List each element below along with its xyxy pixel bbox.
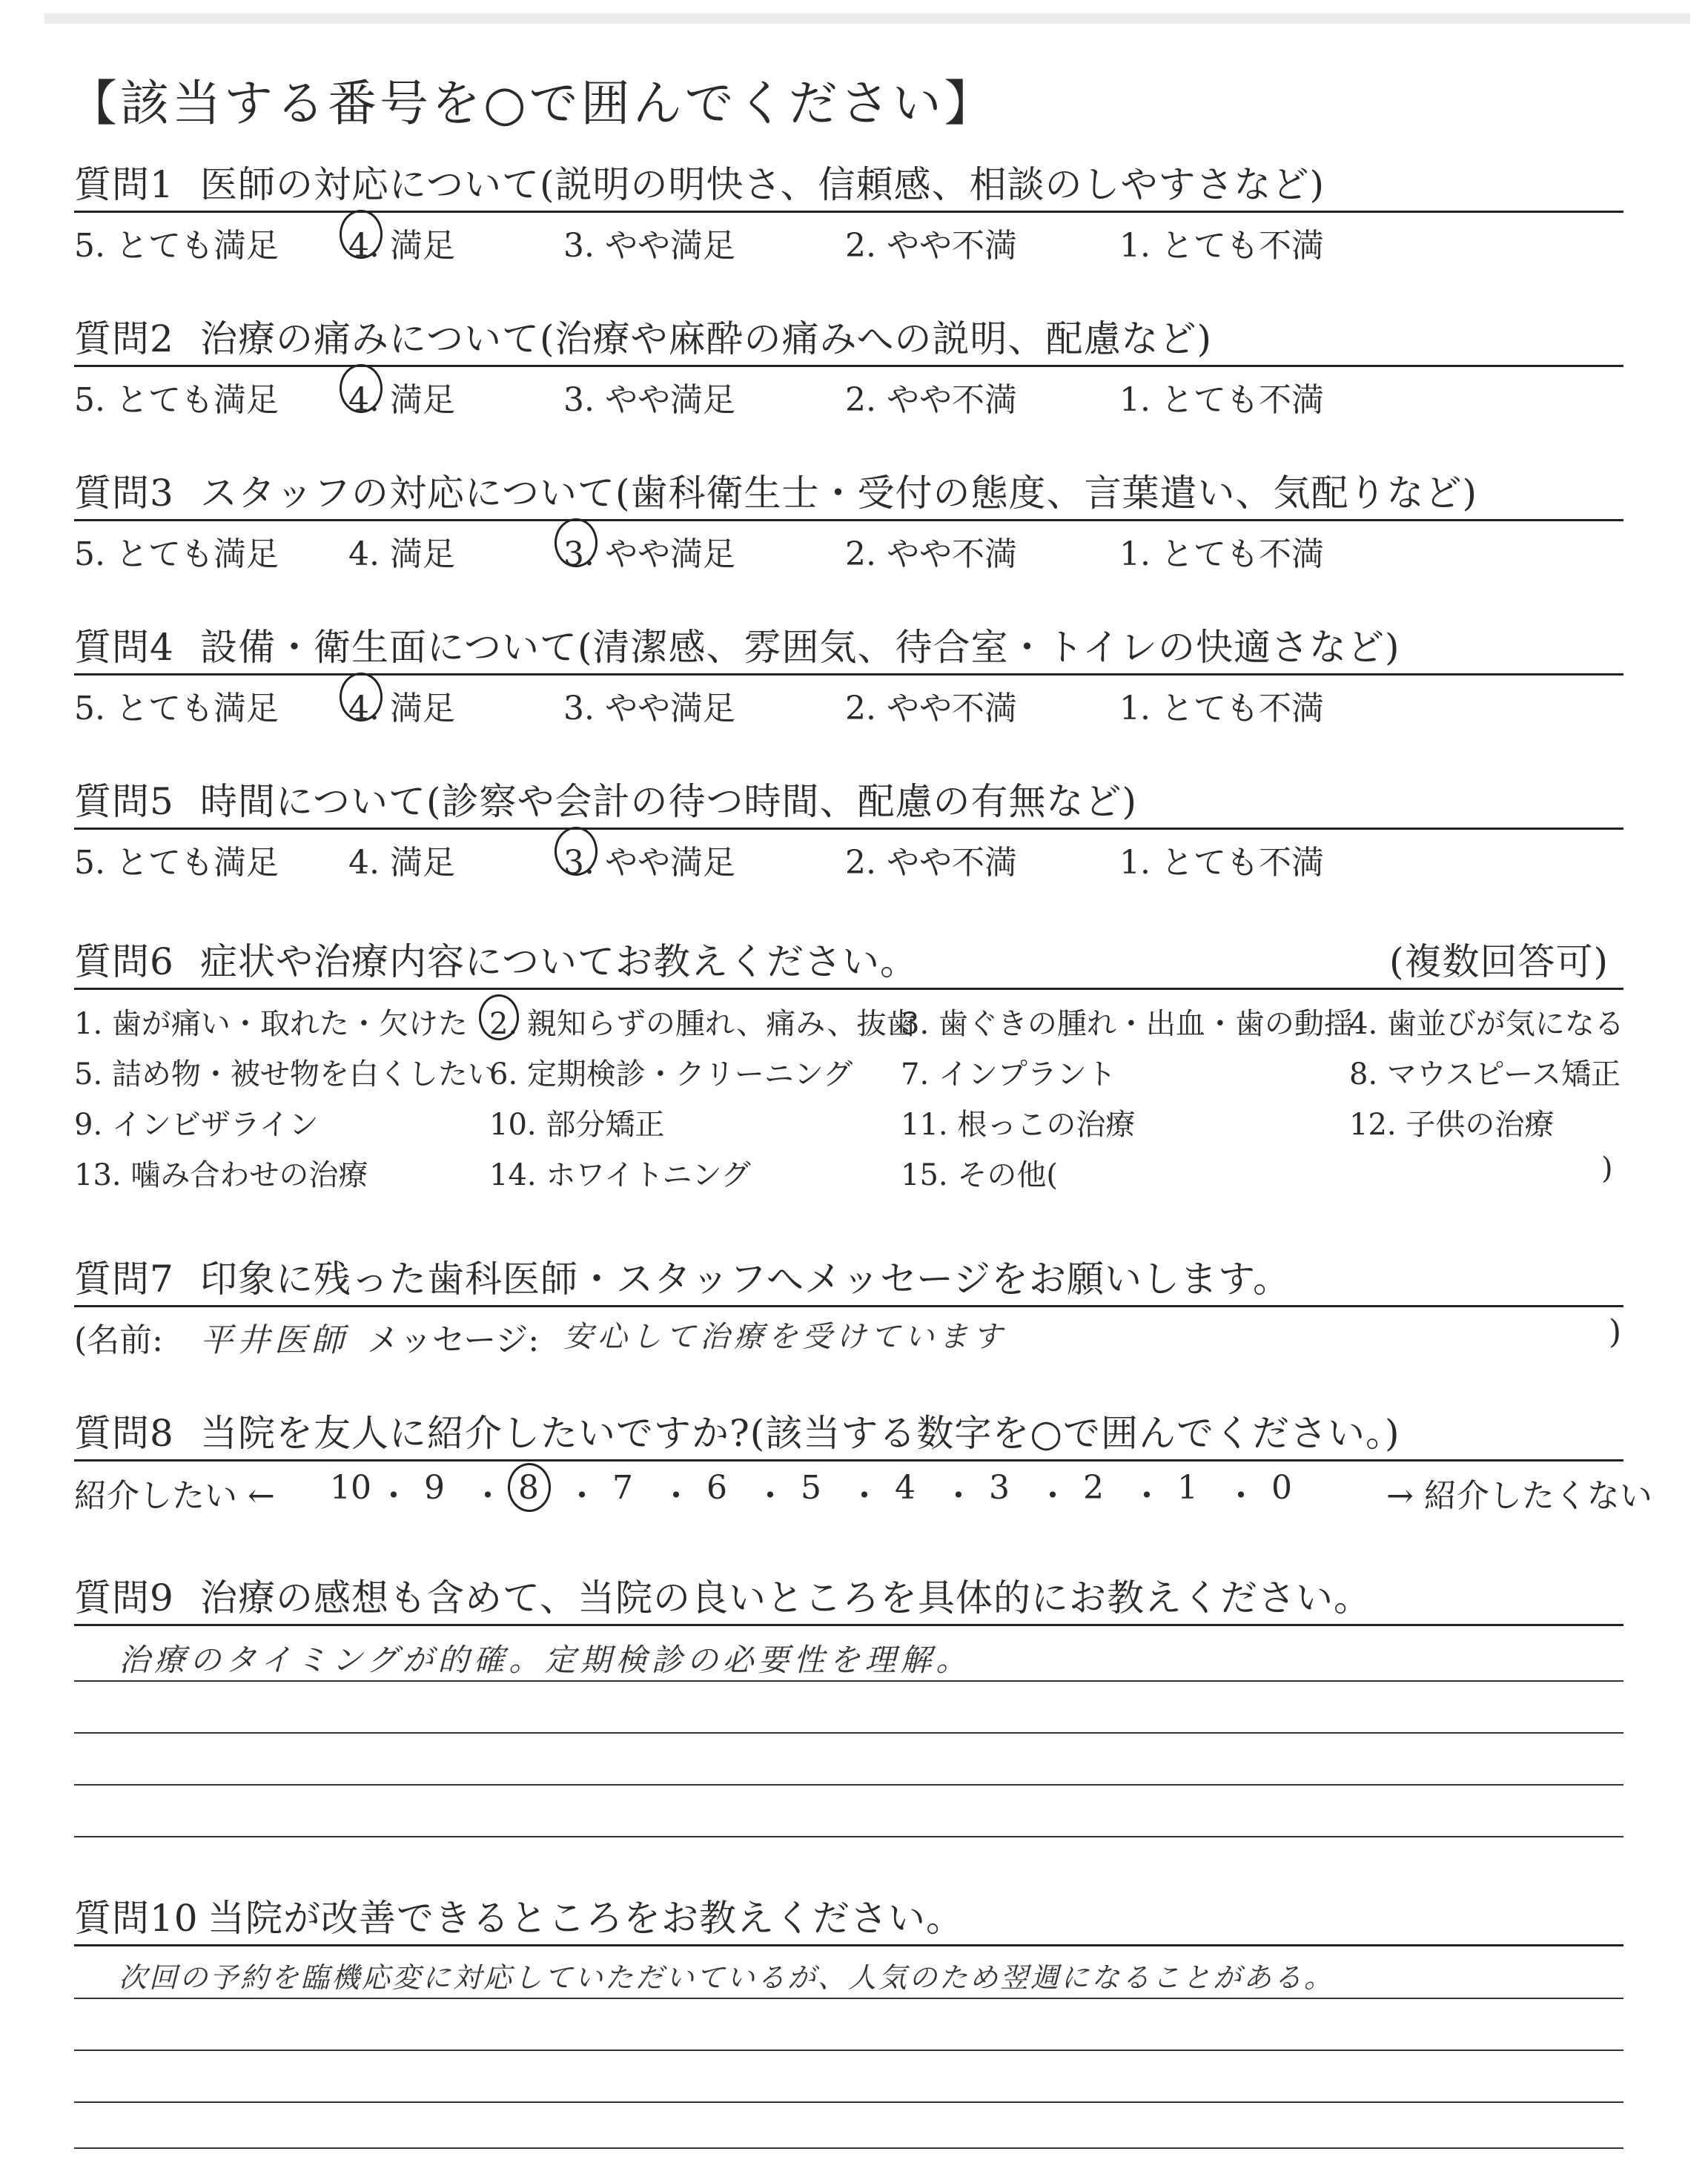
rating-option[interactable]: 3. やや満足 — [563, 535, 735, 573]
question-3 — [74, 467, 1623, 573]
rating-option[interactable]: 2. やや不満 — [845, 381, 1017, 419]
scale-value[interactable]: 4 — [895, 1469, 916, 1507]
scale-value[interactable]: 2 — [1083, 1469, 1104, 1507]
scale-separator: ・ — [754, 1477, 787, 1515]
question-10 — [74, 1892, 1623, 1994]
question-6 — [74, 936, 1623, 1198]
symptom-options — [74, 990, 1623, 1198]
answer-line — [74, 2147, 1623, 2149]
question-2 — [74, 313, 1623, 419]
question-4-title — [74, 621, 1623, 676]
question-7 — [74, 1253, 1623, 1359]
rating-option[interactable]: 2. やや不満 — [845, 535, 1017, 573]
scale-separator: ・ — [660, 1477, 692, 1515]
symptom-option[interactable]: 8. マウスピース矯正 — [1349, 1057, 1621, 1091]
rating-options — [74, 367, 1623, 419]
scale-value[interactable]: 0 — [1271, 1469, 1292, 1507]
answer-line — [74, 1732, 1623, 1734]
message-label: メッセージ: — [367, 1321, 540, 1359]
scan-top-edge — [44, 13, 1690, 24]
question-text: 当院が改善できるところをお教えください。 — [208, 1897, 964, 1940]
symptom-option[interactable]: 4. 歯並びが気になる — [1349, 1007, 1624, 1041]
question-5 — [74, 776, 1623, 882]
rating-option[interactable]: 2. やや不満 — [845, 690, 1017, 727]
question-text: 治療の痛みについて(治療や麻酔の痛みへの説明、配慮など) — [200, 317, 1213, 360]
question-number: 質問2 — [74, 317, 174, 360]
question-text: 治療の感想も含めて、当院の良いところを具体的にお教えください。 — [200, 1576, 1371, 1619]
scale-value[interactable]: 7 — [612, 1469, 633, 1507]
rating-option[interactable]: 5. とても満足 — [74, 381, 279, 419]
rating-option[interactable]: 4. 満足 — [348, 535, 455, 573]
rating-option[interactable]: 2. やや不満 — [845, 227, 1017, 265]
rating-option[interactable]: 5. とても満足 — [74, 535, 279, 573]
rating-option[interactable]: 1. とても不満 — [1119, 227, 1324, 265]
rating-option[interactable]: 1. とても不満 — [1119, 535, 1324, 573]
scale-value[interactable]: 3 — [989, 1469, 1010, 1507]
rating-option[interactable]: 5. とても満足 — [74, 227, 279, 265]
question-text: 設備・衛生面について(清潔感、雰囲気、待合室・トイレの快適さなど) — [200, 626, 1400, 669]
rating-options — [74, 676, 1623, 727]
rating-option[interactable]: 3. やや満足 — [563, 844, 735, 882]
question-4 — [74, 621, 1623, 727]
message-value[interactable]: 安心して治療を受けています — [563, 1320, 1007, 1354]
symptom-option[interactable]: 2. 親知らずの腫れ、痛み、抜歯 — [489, 1007, 916, 1041]
scale-value[interactable]: 6 — [706, 1469, 727, 1507]
question-8 — [74, 1407, 1652, 1515]
other-close-paren: ) — [1601, 1152, 1613, 1186]
scale-separator: ・ — [566, 1477, 598, 1515]
scale-separator: ・ — [1036, 1477, 1069, 1515]
answer-line — [74, 1836, 1623, 1837]
rating-option[interactable]: 5. とても満足 — [74, 690, 279, 727]
question-number: 質問5 — [74, 780, 174, 823]
symptom-option[interactable]: 6. 定期検診・クリーニング — [489, 1057, 853, 1091]
rating-option[interactable]: 3. やや満足 — [563, 381, 735, 419]
symptom-option[interactable]: 3. 歯ぐきの腫れ・出血・歯の動揺 — [901, 1007, 1354, 1041]
question-text: スタッフの対応について(歯科衛生士・受付の態度、言葉遣い、気配りなど) — [200, 472, 1478, 515]
rating-option[interactable]: 1. とても不満 — [1119, 690, 1324, 727]
question-number: 質問8 — [74, 1412, 174, 1455]
answer-line — [74, 2050, 1623, 2051]
close-paren: ) — [1609, 1313, 1622, 1351]
rating-option[interactable]: 4. 満足 — [348, 690, 455, 727]
hand-drawn-circle — [508, 1463, 551, 1512]
question-2-title — [74, 313, 1623, 367]
question-number: 質問7 — [74, 1258, 174, 1301]
scale-separator: ・ — [848, 1477, 881, 1515]
question-number: 質問1 — [74, 163, 174, 206]
rating-options — [74, 213, 1623, 265]
symptom-option[interactable]: 7. インプラント — [901, 1057, 1116, 1091]
question-1-title — [74, 159, 1623, 213]
question-text: 時間について(診察や会計の待つ時間、配慮の有無など) — [200, 780, 1138, 823]
question-9-title — [74, 1572, 1623, 1626]
question-3-title — [74, 467, 1623, 521]
page-title: 【該当する番号を○で囲んでください】 — [68, 75, 996, 132]
scale-separator: ・ — [377, 1477, 410, 1515]
recommend-left-label: 紹介したい ← — [74, 1477, 275, 1515]
scale-value[interactable]: 5 — [801, 1469, 821, 1507]
question-8-title — [74, 1407, 1623, 1462]
scale-value[interactable]: 8 — [518, 1469, 539, 1507]
recommend-scale — [74, 1462, 1652, 1515]
answer-line — [74, 2101, 1623, 2103]
symptom-option[interactable]: 14. ホワイトニング — [489, 1158, 751, 1192]
question-9 — [74, 1572, 1623, 1678]
question-5-title — [74, 776, 1623, 830]
rating-option[interactable]: 4. 満足 — [348, 844, 455, 882]
symptom-option[interactable]: 1. 歯が痛い・取れた・欠けた — [74, 1007, 468, 1041]
symptom-option[interactable]: 5. 詰め物・被せ物を白くしたい — [74, 1057, 497, 1091]
rating-options — [74, 521, 1623, 573]
answer-line — [74, 1784, 1623, 1786]
question-6-title — [74, 936, 1623, 990]
good-points-answer[interactable]: 治療のタイミングが的確。定期検診の必要性を理解。 — [119, 1642, 972, 1678]
answer-line — [74, 1680, 1623, 1682]
question-number: 質問6 — [74, 940, 174, 983]
scale-separator: ・ — [1131, 1477, 1163, 1515]
message-row — [74, 1307, 1623, 1359]
symptom-option[interactable]: 15. その他( — [901, 1158, 1058, 1192]
name-label: (名前: — [74, 1321, 163, 1359]
symptom-option[interactable]: 9. インビザライン — [74, 1108, 319, 1142]
improvement-answer[interactable]: 次回の予約を臨機応変に対応していただいているが、人気のため翌週になることがある。 — [119, 1961, 1335, 1994]
question-7-title — [74, 1253, 1623, 1307]
multiple-answers-note: (複数回答可) — [1388, 940, 1609, 983]
recommend-right-label: → 紹介したくない — [1386, 1477, 1652, 1515]
name-value[interactable]: 平井医師 — [200, 1321, 348, 1359]
symptom-option[interactable]: 10. 部分矯正 — [489, 1108, 665, 1142]
scale-separator: ・ — [942, 1477, 975, 1515]
question-number: 質問9 — [74, 1576, 174, 1619]
question-text: 当院を友人に紹介したいですか?(該当する数字を○で囲んでください。) — [200, 1412, 1400, 1455]
rating-option[interactable]: 1. とても不満 — [1119, 381, 1324, 419]
rating-option[interactable]: 2. やや不満 — [845, 844, 1017, 882]
scale-separator: ・ — [1225, 1477, 1257, 1515]
rating-option[interactable]: 4. 満足 — [348, 381, 455, 419]
rating-option[interactable]: 1. とても不満 — [1119, 844, 1324, 882]
rating-option[interactable]: 3. やや満足 — [563, 227, 735, 265]
question-1 — [74, 159, 1623, 265]
question-number: 質問3 — [74, 472, 174, 515]
scale-value[interactable]: 1 — [1177, 1469, 1198, 1507]
rating-option[interactable]: 4. 満足 — [348, 227, 455, 265]
scale-value[interactable]: 9 — [424, 1469, 445, 1507]
rating-option[interactable]: 3. やや満足 — [563, 690, 735, 727]
question-number: 質問4 — [74, 626, 174, 669]
answer-line — [74, 1998, 1623, 1999]
symptom-option[interactable]: 11. 根っこの治療 — [901, 1108, 1136, 1142]
question-10-title — [74, 1892, 1623, 1946]
rating-option[interactable]: 5. とても満足 — [74, 844, 279, 882]
scale-separator: ・ — [471, 1477, 504, 1515]
question-text: 医師の対応について(説明の明快さ、信頼感、相談のしやすさなど) — [200, 163, 1325, 206]
rating-options — [74, 830, 1623, 882]
symptom-option[interactable]: 13. 噛み合わせの治療 — [74, 1158, 368, 1192]
symptom-option[interactable]: 12. 子供の治療 — [1349, 1108, 1555, 1142]
question-text: 印象に残った歯科医師・スタッフへメッセージをお願いします。 — [200, 1258, 1291, 1301]
question-text: 症状や治療内容についてお教えください。 — [200, 940, 918, 983]
question-number: 質問10 — [74, 1897, 199, 1940]
hand-drawn-circle — [479, 994, 519, 1040]
scale-value[interactable]: 10 — [330, 1469, 371, 1507]
